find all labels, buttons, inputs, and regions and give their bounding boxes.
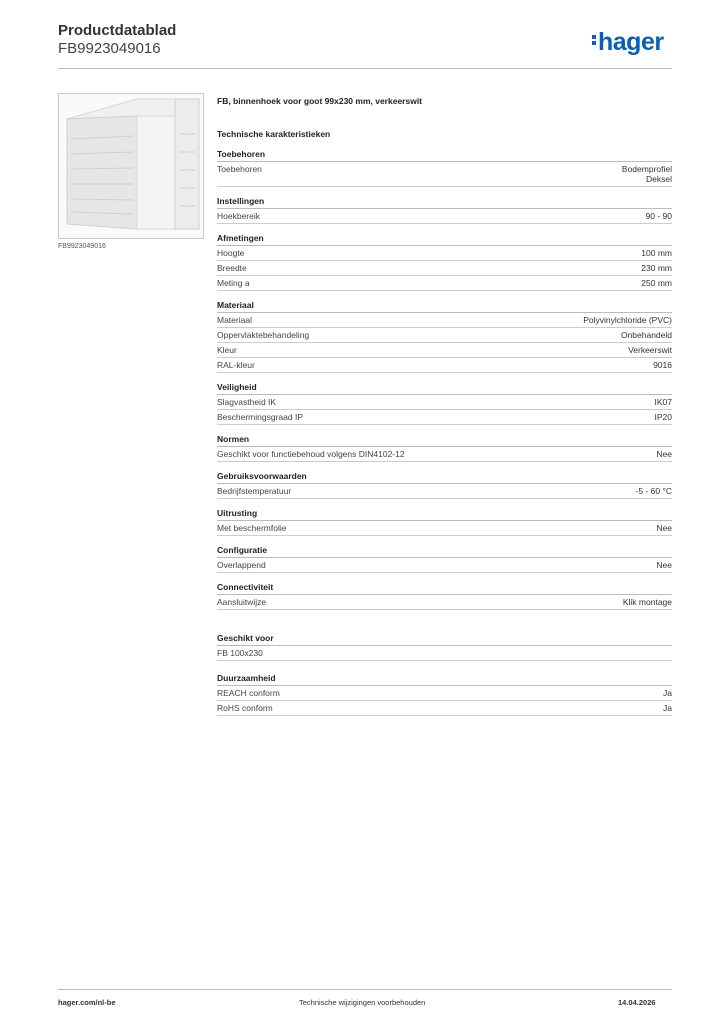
row-label: Aansluitwijze	[217, 597, 267, 607]
row-label: Oppervlaktebehandeling	[217, 330, 310, 340]
image-caption: FB9923049016	[58, 243, 106, 250]
row-value	[621, 330, 672, 340]
table-row	[217, 595, 672, 610]
table-row	[217, 410, 672, 425]
row-value	[641, 263, 672, 273]
table-row	[217, 162, 672, 187]
spec-section	[217, 471, 672, 499]
section-heading: Geschikt voor	[217, 633, 672, 646]
row-value-line: Verkeerswit	[628, 345, 672, 355]
section-heading: Instellingen	[217, 196, 672, 209]
row-value-line: 100 mm	[641, 248, 672, 258]
row-label: Slagvastheid IK	[217, 397, 277, 407]
table-row	[217, 343, 672, 358]
footer-divider	[58, 989, 672, 990]
sustainability-section	[217, 673, 672, 716]
spec-section	[217, 582, 672, 610]
footer-website-link[interactable]: hager.com/nl-be	[58, 998, 116, 1007]
footer-date: 14.04.2026	[618, 998, 656, 1007]
spec-section	[217, 233, 672, 291]
section-heading: Materiaal	[217, 300, 672, 313]
row-value	[641, 278, 672, 288]
row-value-line: Ja	[663, 688, 672, 698]
section-heading: Configuratie	[217, 545, 672, 558]
table-row	[217, 395, 672, 410]
row-label: FB 100x230	[217, 648, 263, 658]
row-value-line: IK07	[654, 397, 672, 407]
table-row	[217, 313, 672, 328]
row-value-line: Nee	[656, 560, 672, 570]
row-value-line: 230 mm	[641, 263, 672, 273]
row-value	[663, 688, 672, 698]
row-label: Hoekbereik	[217, 211, 260, 221]
row-label: Meting a	[217, 278, 250, 288]
section-heading: Normen	[217, 434, 672, 447]
row-label: REACH conform	[217, 688, 280, 698]
page-title: Productdatablad	[58, 22, 177, 39]
spec-section	[217, 300, 672, 373]
row-value	[655, 412, 673, 422]
row-value-line: Polyvinylchloride (PVC)	[583, 315, 672, 325]
row-value	[583, 315, 672, 325]
row-value	[628, 345, 672, 355]
row-label: Hoogte	[217, 248, 245, 258]
spec-section	[217, 382, 672, 425]
table-row	[217, 484, 672, 499]
row-value-line: 250 mm	[641, 278, 672, 288]
section-heading: Veiligheid	[217, 382, 672, 395]
spec-section	[217, 508, 672, 536]
row-value	[623, 597, 672, 607]
row-value	[636, 486, 672, 496]
spec-section	[217, 545, 672, 573]
row-value-line: Nee	[656, 449, 672, 459]
row-value	[656, 560, 672, 570]
row-value	[663, 703, 672, 713]
row-label: RAL-kleur	[217, 360, 255, 370]
spec-section	[217, 149, 672, 187]
row-label: Toebehoren	[217, 164, 262, 174]
table-row	[217, 276, 672, 291]
product-code: FB9923049016	[58, 40, 161, 57]
table-row	[217, 246, 672, 261]
row-label: RoHS conform	[217, 703, 273, 713]
row-value-line: Onbehandeld	[620, 330, 672, 340]
row-value-line: 9016	[653, 360, 672, 370]
row-value	[622, 164, 672, 184]
table-row	[217, 447, 672, 462]
table-row	[217, 521, 672, 536]
row-value-line: Deksel	[646, 174, 672, 184]
row-value	[656, 523, 672, 533]
row-label: Met beschermfolie	[217, 523, 287, 533]
spec-sections	[217, 149, 672, 610]
table-row	[217, 328, 672, 343]
row-label: Geschikt voor functiebehoud volgens DIN4102-12	[217, 449, 405, 459]
spec-section	[217, 196, 672, 224]
row-label: Kleur	[217, 345, 237, 355]
section-heading: Toebehoren	[217, 149, 672, 162]
spec-content	[217, 96, 672, 725]
row-label: Materiaal	[217, 315, 252, 325]
table-row	[217, 558, 672, 573]
section-heading: Gebruiksvoorwaarden	[217, 471, 672, 484]
inner-corner-duct-icon	[59, 94, 203, 238]
section-heading: Uitrusting	[217, 508, 672, 521]
product-description: FB, binnenhoek voor goot 99x230 mm, verkeerswit	[217, 96, 423, 106]
product-image	[58, 93, 204, 239]
table-row	[217, 646, 672, 661]
row-label: Beschermingsgraad IP	[217, 412, 303, 422]
logo-dots-icon	[592, 33, 597, 47]
section-heading: Duurzaamheid	[217, 673, 672, 686]
row-value-line: Bodemprofiel	[621, 164, 672, 174]
footer-notice: Technische wijzigingen voorbehouden	[299, 998, 426, 1007]
row-label: Breedte	[217, 263, 247, 273]
row-value-line: -5 - 60 °C	[635, 486, 672, 496]
row-label: Bedrijfstemperatuur	[217, 486, 292, 496]
row-value	[655, 397, 673, 407]
row-value-line: Nee	[656, 523, 672, 533]
row-value	[653, 360, 672, 370]
row-value-line: IP20	[654, 412, 672, 422]
spec-section	[217, 434, 672, 462]
row-label: Overlappend	[217, 560, 266, 570]
row-value	[656, 449, 672, 459]
row-value	[646, 211, 672, 221]
hager-logo: hager	[592, 28, 664, 57]
table-row	[217, 209, 672, 224]
row-value	[641, 248, 672, 258]
suitable-section	[217, 633, 672, 661]
table-row	[217, 701, 672, 716]
table-row	[217, 358, 672, 373]
table-row	[217, 261, 672, 276]
section-heading: Afmetingen	[217, 233, 672, 246]
row-value-line: Ja	[663, 703, 672, 713]
table-row	[217, 686, 672, 701]
row-value-line: 90 - 90	[645, 211, 672, 221]
tech-heading: Technische karakteristieken	[217, 129, 331, 139]
header-divider	[58, 68, 672, 69]
row-value-line: Klik montage	[622, 597, 672, 607]
section-heading: Connectiviteit	[217, 582, 672, 595]
